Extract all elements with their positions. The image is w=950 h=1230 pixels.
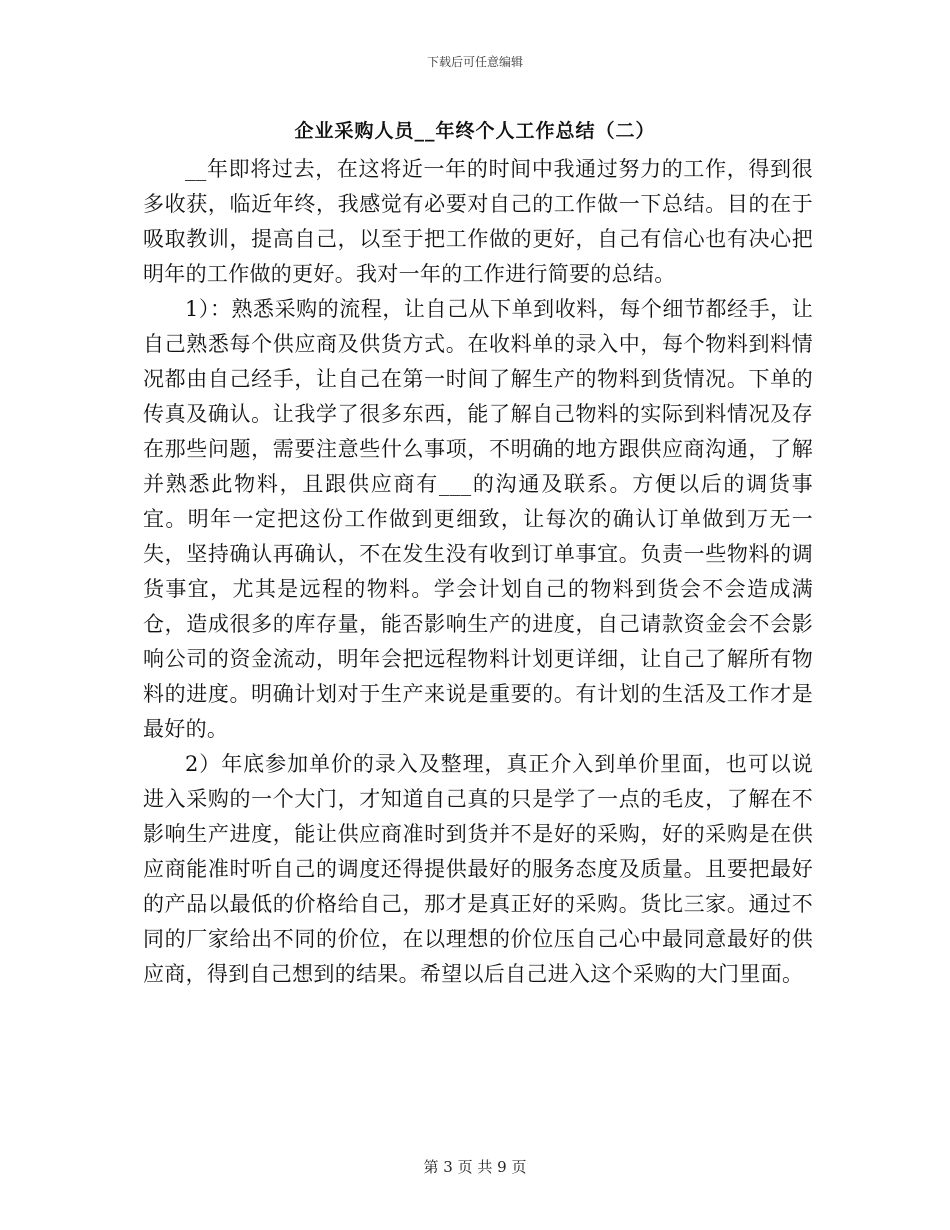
page-header-note: 下载后可任意编辑 — [426, 55, 523, 69]
paragraph-item-1: 1）：熟悉采购的流程，让自己从下单到收料，每个细节都经手，让自己熟悉每个供应商及供货方式。在收料单的录入中，每个物料到料情况都由自己经手，让自己在第一时间了解生产的物料到货情况。下单的传真及确认。让我学了很多东西，能了解自己物料的实际到料情况及存在那些问题，需要注意些什么事项，不明确的地方跟供应商沟通，了解并熟悉此物料，且跟供应商有___的沟通及联系。方便以后的调货事宜。明年一定把这份工作做到更细致，让每次的确认订单做到万无一失，坚持确认再确认，不在发生没有收到订单事宜。负责一些物料的调货事宜，尤其是远程的物料。学会计划自己的物料到货会不会造成满仓，造成很多的库存量，能否影响生产的进度，自己请款资金会不会影响公司的资金流动，明年会把远程物料计划更详细，让自己了解所有物料的进度。明确计划对于生产来说是重要的。有计划的生活及工作才是最好的。 — [143, 297, 813, 741]
paragraph-item-2: 2）年底参加单价的录入及整理，真正介入到单价里面，也可以说进入采购的一个大门，才知道自己真的只是学了一点的毛皮，了解在不影响生产进度，能让供应商准时到货并不是好的采购，好的采购是在供应商能准时听自己的调度还得提供最好的服务态度及质量。且要把最好的产品以最低的价格给自己，那才是真正好的采购。货比三家。通过不同的厂家给出不同的价位，在以理想的价位压自己心中最同意最好的供应商，得到自己想到的结果。希望以后自己进入这个采购的大门里面。 — [143, 752, 813, 986]
document-title: 企业采购人员__年终个人工作总结（二） — [294, 120, 656, 142]
paragraph-intro: __年即将过去，在这将近一年的时间中我通过努力的工作，得到很多收获，临近年终，我感觉有必要对自己的工作做一下总结。目的在于吸取教训，提高自己，以至于把工作做的更好，自己有信心也有决心把明年的工作做的更好。我对一年的工作进行简要的总结。 — [143, 157, 813, 286]
document-body — [143, 152, 813, 992]
page-number: 第 3 页 共 9 页 — [423, 1158, 527, 1176]
